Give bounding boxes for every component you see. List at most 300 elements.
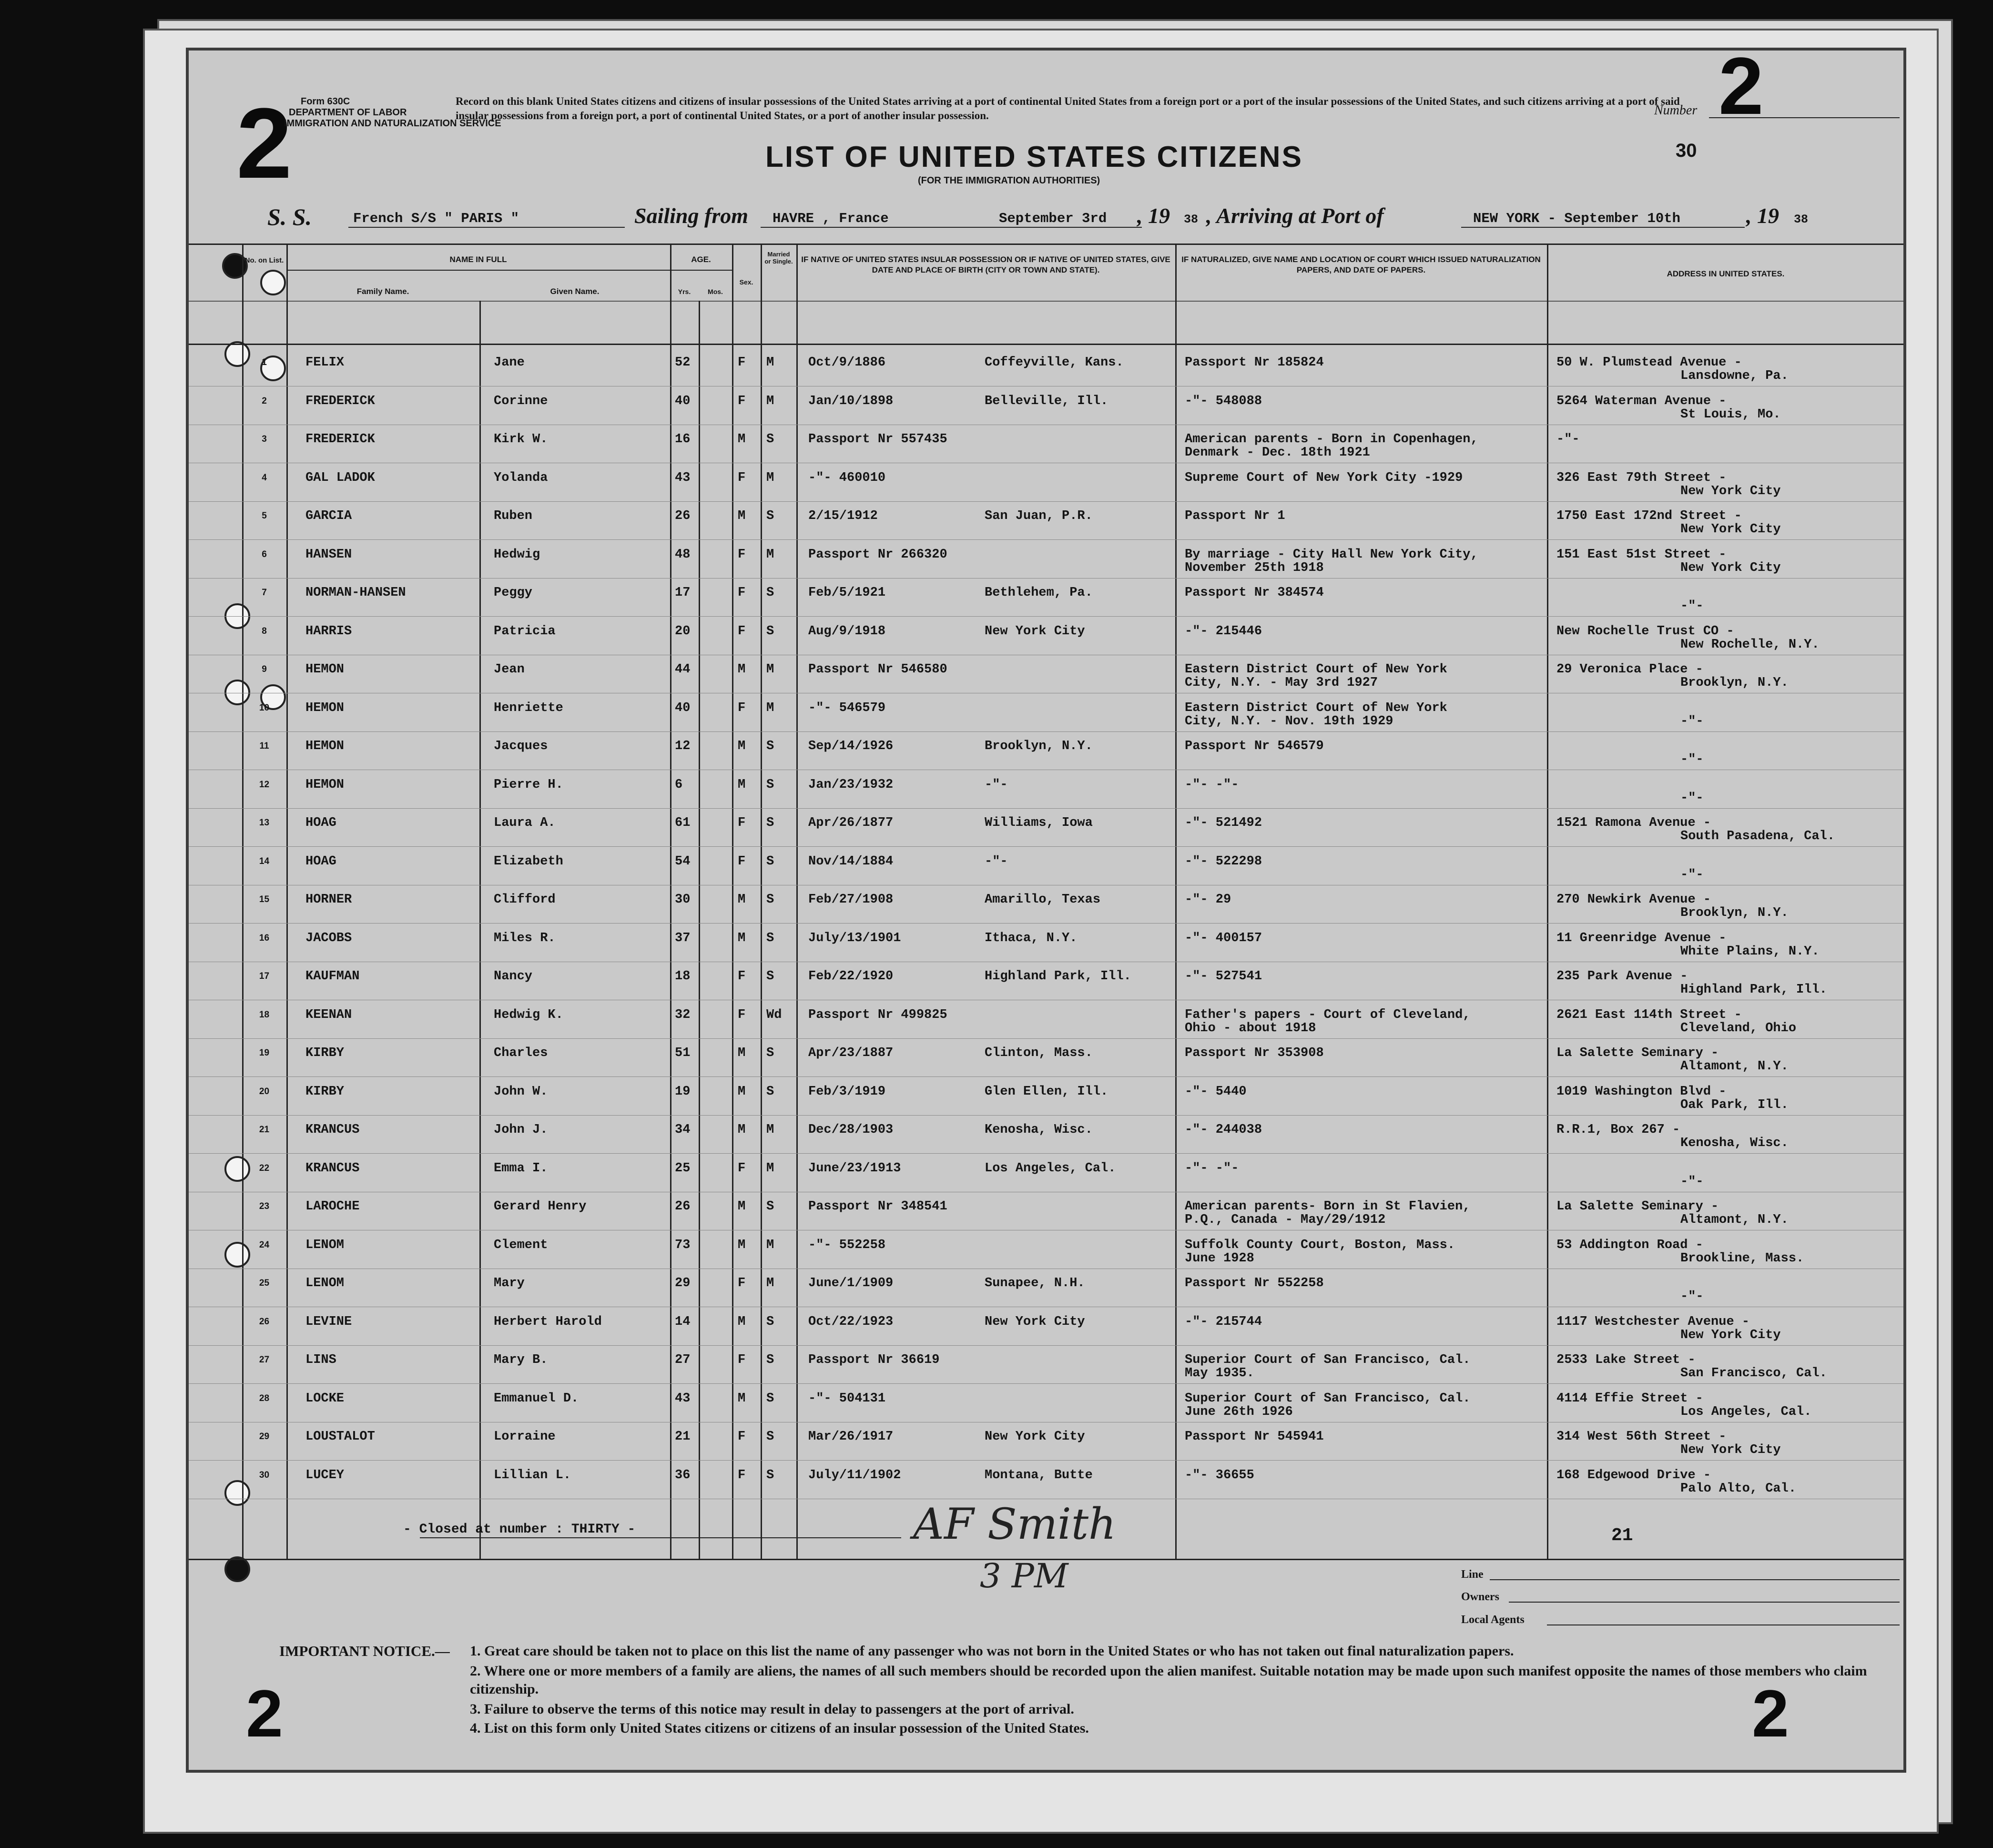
row-number: 1	[262, 357, 267, 367]
birth-place: Coffeyville, Kans.	[985, 355, 1124, 370]
age-years: 16	[675, 432, 691, 447]
sex: F	[738, 394, 746, 408]
form-intro: Record on this blank United States citizens and citizens of insular possessions of the United States arriving at a port of continental United States from a foreign port or a port of the insular possessions of the United States, and such citizens arriving at a port of said insular possessions from a foreign port, a port of continental United States, or a port of another insular possession.	[456, 95, 1680, 122]
given-name: Ruben	[494, 509, 533, 523]
header-bottom-border	[189, 344, 1903, 345]
row-number: 28	[259, 1393, 270, 1403]
age-years: 25	[675, 1161, 691, 1176]
row-rule	[189, 731, 1903, 732]
marital-status: M	[766, 1276, 774, 1290]
header-naturalized: IF NATURALIZED, GIVE NAME AND LOCATION OF COURT WHICH ISSUED NATURALIZATION PAPERS, AND DATE OF PAPERS.	[1181, 255, 1541, 274]
naturalization-line-1: -"- 244038	[1185, 1123, 1262, 1137]
naturalization-line-2: City, N.Y. - Nov. 19th 1929	[1185, 714, 1393, 729]
age-years: 73	[675, 1238, 691, 1252]
birth-date: Passport Nr 348541	[808, 1199, 947, 1214]
marital-status: M	[766, 355, 774, 370]
birth-date: Oct/22/1923	[808, 1314, 894, 1329]
row-rule	[189, 501, 1903, 502]
address-line-1: -"-	[1556, 432, 1580, 447]
row-number: 14	[259, 856, 270, 866]
naturalization-line-1: -"- -"-	[1185, 1161, 1239, 1176]
given-name: Pierre H.	[494, 777, 563, 792]
birth-date: July/13/1901	[808, 931, 901, 945]
age-years: 40	[675, 394, 691, 408]
naturalization-line-1: Supreme Court of New York City -1929	[1185, 470, 1463, 485]
given-name: Herbert Harold	[494, 1314, 602, 1329]
given-name: Emma I.	[494, 1161, 548, 1176]
address-line-2: Oak Park, Ill.	[1680, 1097, 1789, 1112]
birth-place: -"-	[985, 777, 1008, 792]
row-number: 23	[259, 1201, 270, 1211]
family-name: LOUSTALOT	[305, 1430, 375, 1444]
birth-place: Belleville, Ill.	[985, 394, 1108, 408]
naturalization-line-1: Passport Nr 384574	[1185, 586, 1324, 600]
marital-status: M	[766, 662, 774, 677]
address-line-1: 29 Veronica Place -	[1556, 662, 1703, 677]
birth-place: Sunapee, N.H.	[985, 1276, 1085, 1290]
row-rule	[189, 1115, 1903, 1116]
sex: F	[738, 1161, 746, 1176]
row-rule	[189, 616, 1903, 617]
sex: F	[738, 1007, 746, 1022]
field-line-label: Line	[1461, 1568, 1484, 1581]
birth-date: Apr/23/1887	[808, 1046, 894, 1060]
naturalization-line-1: -"- 527541	[1185, 969, 1262, 984]
marital-status: S	[766, 624, 774, 639]
birth-date: -"- 504131	[808, 1391, 886, 1406]
birth-date: Feb/27/1908	[808, 893, 894, 907]
address-line-2: South Pasadena, Cal.	[1680, 829, 1835, 843]
row-rule	[189, 1383, 1903, 1384]
address-line-2: -"-	[1680, 867, 1704, 882]
address-line-2: Altamont, N.Y.	[1680, 1059, 1789, 1074]
sailing-label: Sailing from	[634, 203, 749, 228]
birth-date: June/23/1913	[808, 1161, 901, 1176]
birth-place: Amarillo, Texas	[985, 893, 1101, 907]
row-number: 13	[259, 818, 270, 828]
family-name: LAROCHE	[305, 1199, 360, 1214]
sex: M	[738, 1046, 746, 1060]
family-name: KRANCUS	[305, 1161, 360, 1176]
marital-status: S	[766, 777, 774, 792]
naturalization-line-2: June 26th 1926	[1185, 1404, 1293, 1419]
row-number: 15	[259, 894, 270, 904]
address-line-2: Cleveland, Ohio	[1680, 1021, 1797, 1036]
birth-place: Ithaca, N.Y.	[985, 931, 1078, 945]
naturalization-line-1: Eastern District Court of New York	[1185, 701, 1447, 715]
birth-place: New York City	[985, 1314, 1085, 1329]
age-years: 61	[675, 816, 691, 830]
row-number: 8	[262, 626, 267, 636]
birth-place: Highland Park, Ill.	[985, 969, 1131, 984]
age-years: 40	[675, 701, 691, 715]
family-name: JACOBS	[305, 931, 352, 945]
birth-date: Passport Nr 266320	[808, 547, 947, 562]
address-line-1: 2533 Lake Street -	[1556, 1353, 1696, 1367]
sex: M	[738, 739, 746, 753]
signature-initials: AF Smith	[913, 1499, 1116, 1549]
address-line-2: New York City	[1680, 1443, 1781, 1457]
address-line-1: La Salette Seminary -	[1556, 1199, 1719, 1214]
age-years: 43	[675, 470, 691, 485]
table-top-border	[189, 244, 1903, 245]
address-line-1: 1117 Westchester Avenue -	[1556, 1314, 1750, 1329]
year-from: 38	[1184, 213, 1199, 226]
given-name: Laura A.	[494, 816, 556, 830]
address-line-1: 1019 Washington Blvd -	[1556, 1084, 1727, 1099]
number-label: Number	[1654, 103, 1698, 118]
address-line-2: New York City	[1680, 484, 1781, 498]
sex: F	[738, 969, 746, 984]
header-family-name: Family Name.	[356, 287, 409, 296]
given-name: Clement	[494, 1238, 548, 1252]
notice-item-4: 4. List on this form only United States citizens or citizens of an insular possession of the United States.	[470, 1720, 1089, 1736]
header-divider	[189, 301, 1903, 302]
family-name: LENOM	[305, 1276, 345, 1290]
family-name: HEMON	[305, 662, 345, 677]
family-name: LOCKE	[305, 1391, 345, 1406]
age-years: 52	[675, 355, 691, 370]
field-owners-underline	[1509, 1602, 1900, 1603]
header-name-in-full: NAME IN FULL	[449, 255, 507, 264]
naturalization-line-1: -"- 521492	[1185, 816, 1262, 830]
given-name: Emmanuel D.	[494, 1391, 579, 1406]
birth-place: Williams, Iowa	[985, 816, 1093, 830]
naturalization-line-1: Father's papers - Court of Cleveland,	[1185, 1007, 1471, 1022]
marital-status: S	[766, 816, 774, 830]
naturalization-line-1: -"- 522298	[1185, 854, 1262, 869]
service-label: IMMIGRATION AND NATURALIZATION SERVICE	[284, 118, 501, 129]
given-name: Lillian L.	[494, 1468, 571, 1482]
age-years: 12	[675, 739, 691, 753]
age-years: 17	[675, 586, 691, 600]
sex: F	[738, 816, 746, 830]
birth-date: Jan/23/1932	[808, 777, 894, 792]
row-number: 5	[262, 511, 267, 521]
sex: M	[738, 1391, 746, 1406]
marital-status: S	[766, 586, 774, 600]
row-number: 12	[259, 779, 270, 790]
header-given-name: Given Name.	[550, 287, 600, 296]
given-name: Jacques	[494, 739, 548, 753]
row-number: 9	[262, 664, 267, 674]
age-years: 44	[675, 662, 691, 677]
naturalization-line-1: Passport Nr 185824	[1185, 355, 1324, 370]
given-name: Henriette	[494, 701, 563, 715]
naturalization-line-1: -"- 36655	[1185, 1468, 1254, 1482]
marital-status: M	[766, 701, 774, 715]
given-name: Patricia	[494, 624, 556, 639]
given-name: Lorraine	[494, 1430, 556, 1444]
birth-place: Los Angeles, Cal.	[985, 1161, 1116, 1176]
marital-status: M	[766, 1123, 774, 1137]
birth-date: Passport Nr 557435	[808, 432, 947, 447]
given-name: Nancy	[494, 969, 533, 984]
birth-date: Passport Nr 499825	[808, 1007, 947, 1022]
row-number: 24	[259, 1239, 270, 1250]
age-years: 37	[675, 931, 691, 945]
birth-date: Feb/3/1919	[808, 1084, 886, 1099]
family-name: LENOM	[305, 1238, 345, 1252]
row-rule	[189, 846, 1903, 847]
family-name: HORNER	[305, 893, 352, 907]
year-prefix-2: , 19	[1746, 203, 1779, 228]
address-line-1: New Rochelle Trust CO -	[1556, 624, 1734, 639]
address-line-2: Highland Park, Ill.	[1680, 983, 1827, 997]
marital-status: S	[766, 432, 774, 447]
marital-status: S	[766, 893, 774, 907]
given-name: John J.	[494, 1123, 548, 1137]
birth-date: Passport Nr 546580	[808, 662, 947, 677]
marital-status: S	[766, 1046, 774, 1060]
age-years: 21	[675, 1430, 691, 1444]
address-line-2: New Rochelle, N.Y.	[1680, 637, 1820, 652]
row-number: 10	[259, 702, 270, 713]
sex: M	[738, 1199, 746, 1214]
family-name: GARCIA	[305, 509, 352, 523]
sex: M	[738, 432, 746, 447]
form-subtitle: (FOR THE IMMIGRATION AUTHORITIES)	[918, 175, 1100, 186]
birth-date: July/11/1902	[808, 1468, 901, 1482]
family-name: HARRIS	[305, 624, 352, 639]
sex: F	[738, 355, 746, 370]
birth-date: Oct/9/1886	[808, 355, 886, 370]
naturalization-line-1: -"- 548088	[1185, 394, 1262, 408]
row-rule	[189, 1345, 1903, 1346]
age-years: 14	[675, 1314, 691, 1329]
marital-status: S	[766, 509, 774, 523]
col-divider	[479, 301, 481, 1559]
age-years: 32	[675, 1007, 691, 1022]
naturalization-line-1: -"- -"-	[1185, 777, 1239, 792]
family-name: HEMON	[305, 701, 345, 715]
date-from: September 3rd	[999, 211, 1107, 226]
given-name: Peggy	[494, 586, 533, 600]
naturalization-line-1: By marriage - City Hall New York City,	[1185, 547, 1478, 562]
header-age: AGE.	[691, 255, 711, 264]
marital-status: M	[766, 1238, 774, 1252]
naturalization-line-1: Passport Nr 546579	[1185, 739, 1324, 753]
family-name: LEVINE	[305, 1314, 352, 1329]
birth-date: Dec/28/1903	[808, 1123, 894, 1137]
header-married-single: Married or Single.	[764, 251, 793, 265]
sex: M	[738, 509, 746, 523]
corner-number-top: 2	[236, 87, 292, 199]
row-rule	[189, 923, 1903, 924]
given-name: Mary	[494, 1276, 525, 1290]
birth-date: -"- 460010	[808, 470, 886, 485]
address-line-1: 235 Park Avenue -	[1556, 969, 1688, 984]
corner-number-bottom-left: 2	[246, 1676, 283, 1751]
naturalization-line-2: Denmark - Dec. 18th 1921	[1185, 446, 1370, 460]
row-number: 25	[259, 1278, 270, 1288]
row-number: 16	[259, 933, 270, 943]
age-years: 26	[675, 509, 691, 523]
address-line-1: 270 Newkirk Avenue -	[1556, 893, 1711, 907]
marital-status: S	[766, 739, 774, 753]
age-years: 6	[675, 777, 683, 792]
row-number: 6	[262, 549, 267, 559]
birth-date: Feb/5/1921	[808, 586, 886, 600]
row-rule	[189, 1153, 1903, 1154]
age-years: 51	[675, 1046, 691, 1060]
sex: F	[738, 1468, 746, 1482]
naturalization-line-2: P.Q., Canada - May/29/1912	[1185, 1213, 1386, 1227]
naturalization-line-1: -"- 5440	[1185, 1084, 1247, 1099]
notice-item-1: 1. Great care should be taken not to place on this list the name of any passenger who was not born in the United States or who has not taken out final naturalization papers.	[470, 1643, 1514, 1659]
col-divider	[796, 244, 798, 1559]
family-name: FREDERICK	[305, 394, 375, 408]
year-prefix: , 19	[1137, 203, 1170, 228]
marital-status: S	[766, 1314, 774, 1329]
row-number: 26	[259, 1316, 270, 1327]
given-name: Corinne	[494, 394, 548, 408]
row-number: 11	[259, 741, 269, 751]
sex: M	[738, 931, 746, 945]
marital-status: Wd	[766, 1007, 782, 1022]
notice-item-2: 2. Where one or more members of a family are aliens, the names of all such members should be recorded upon the alien manifest. Suitable notation may be made upon such manifest opposite the names of those members who claim citizenship.	[470, 1663, 1867, 1697]
marital-status: S	[766, 1084, 774, 1099]
marital-status: M	[766, 470, 774, 485]
department-label: DEPARTMENT OF LABOR	[289, 107, 407, 118]
port-from: HAVRE , France	[773, 211, 889, 226]
page-stamp: 30	[1676, 140, 1697, 161]
given-name: Jean	[494, 662, 525, 677]
col-divider	[1547, 244, 1548, 1559]
sex: F	[738, 701, 746, 715]
sex: F	[738, 624, 746, 639]
address-line-1: 314 West 56th Street -	[1556, 1430, 1727, 1444]
birth-date: -"- 552258	[808, 1238, 886, 1252]
marital-status: S	[766, 969, 774, 984]
naturalization-line-1: -"- 29	[1185, 893, 1231, 907]
row-number: 27	[259, 1355, 270, 1365]
given-name: Elizabeth	[494, 854, 563, 869]
address-line-1: 5264 Waterman Avenue -	[1556, 394, 1727, 408]
naturalization-line-2: May 1935.	[1185, 1366, 1254, 1381]
family-name: LINS	[305, 1353, 336, 1367]
naturalization-line-1: Superior Court of San Francisco, Cal.	[1185, 1391, 1471, 1406]
sex: F	[738, 547, 746, 562]
header-no: No. on List.	[244, 256, 284, 264]
field-owners-label: Owners	[1461, 1591, 1499, 1603]
sex: F	[738, 1353, 746, 1367]
birth-date: Passport Nr 36619	[808, 1353, 940, 1367]
birth-date: Apr/26/1877	[808, 816, 894, 830]
marital-status: M	[766, 394, 774, 408]
address-line-1: 50 W. Plumstead Avenue -	[1556, 355, 1742, 370]
age-years: 29	[675, 1276, 691, 1290]
field-line-underline	[1490, 1579, 1900, 1580]
row-rule	[189, 1076, 1903, 1077]
col-divider	[732, 244, 733, 1559]
naturalization-line-1: Passport Nr 545941	[1185, 1430, 1324, 1444]
sex: F	[738, 586, 746, 600]
arriving-underline	[1461, 227, 1745, 228]
sex: M	[738, 1123, 746, 1137]
address-line-2: San Francisco, Cal.	[1680, 1366, 1827, 1381]
address-line-2: -"-	[1680, 791, 1704, 805]
address-line-2: White Plains, N.Y.	[1680, 944, 1820, 959]
address-line-2: Los Angeles, Cal.	[1680, 1404, 1812, 1419]
age-years: 36	[675, 1468, 691, 1482]
given-name: Mary B.	[494, 1353, 548, 1367]
sex: F	[738, 1276, 746, 1290]
birth-date: Aug/9/1918	[808, 624, 886, 639]
family-name: FREDERICK	[305, 432, 375, 447]
birth-place: New York City	[985, 1430, 1085, 1444]
row-number: 3	[262, 434, 267, 444]
age-years: 43	[675, 1391, 691, 1406]
address-line-2: Kenosha, Wisc.	[1680, 1136, 1789, 1150]
address-line-2: Brookline, Mass.	[1680, 1251, 1804, 1266]
address-line-2: New York City	[1680, 1328, 1781, 1342]
birth-place: Bethlehem, Pa.	[985, 586, 1093, 600]
closing-note: - Closed at number : THIRTY -	[403, 1522, 636, 1537]
age-years: 27	[675, 1353, 691, 1367]
notice-item-3: 3. Failure to observe the terms of this notice may result in delay to passengers at the port of arrival.	[470, 1701, 1074, 1717]
address-line-2: New York City	[1680, 522, 1781, 537]
family-name: NORMAN-HANSEN	[305, 586, 406, 600]
naturalization-line-2: Ohio - about 1918	[1185, 1021, 1316, 1036]
corner-number-bottom-right: 2	[1752, 1676, 1789, 1751]
address-line-1: 53 Addington Road -	[1556, 1238, 1703, 1252]
birth-place: San Juan, P.R.	[985, 509, 1093, 523]
row-number: 21	[259, 1125, 270, 1135]
family-name: HOAG	[305, 816, 336, 830]
age-years: 18	[675, 969, 691, 984]
address-line-1: 11 Greenridge Avenue -	[1556, 931, 1727, 945]
age-years: 34	[675, 1123, 691, 1137]
family-name: HOAG	[305, 854, 336, 869]
age-years: 48	[675, 547, 691, 562]
row-number: 20	[259, 1086, 270, 1097]
given-name: Miles R.	[494, 931, 556, 945]
year-to: 38	[1794, 213, 1809, 226]
marital-status: S	[766, 1199, 774, 1214]
marital-status: S	[766, 854, 774, 869]
address-line-2: -"-	[1680, 1290, 1704, 1304]
address-line-2: Brooklyn, N.Y.	[1680, 676, 1789, 690]
birth-date: Feb/22/1920	[808, 969, 894, 984]
manifest-page	[186, 41, 1906, 1773]
address-line-1: 168 Edgewood Drive -	[1556, 1468, 1711, 1482]
address-line-1: La Salette Seminary -	[1556, 1046, 1719, 1060]
naturalization-line-1: Passport Nr 552258	[1185, 1276, 1324, 1290]
row-rule	[189, 1460, 1903, 1461]
ship-name: French S/S " PARIS "	[353, 211, 519, 226]
sex: M	[738, 777, 746, 792]
given-name: Yolanda	[494, 470, 548, 485]
address-line-2: St Louis, Mo.	[1680, 407, 1781, 422]
header-mos: Mos.	[708, 288, 723, 295]
sex: M	[738, 1314, 746, 1329]
col-divider	[286, 244, 288, 1559]
closing-count: 21	[1611, 1525, 1633, 1546]
age-years: 20	[675, 624, 691, 639]
birth-place: Brooklyn, N.Y.	[985, 739, 1093, 753]
row-number: 22	[259, 1163, 270, 1173]
signature-note: 3 PM	[980, 1556, 1068, 1595]
naturalization-line-1: Suffolk County Court, Boston, Mass.	[1185, 1238, 1455, 1252]
address-line-2: -"-	[1680, 599, 1704, 613]
marital-status: S	[766, 1468, 774, 1482]
col-divider	[699, 301, 700, 1559]
given-name: Charles	[494, 1046, 548, 1060]
row-rule	[189, 1038, 1903, 1039]
row-number: 19	[259, 1048, 270, 1058]
row-number: 7	[262, 588, 267, 598]
